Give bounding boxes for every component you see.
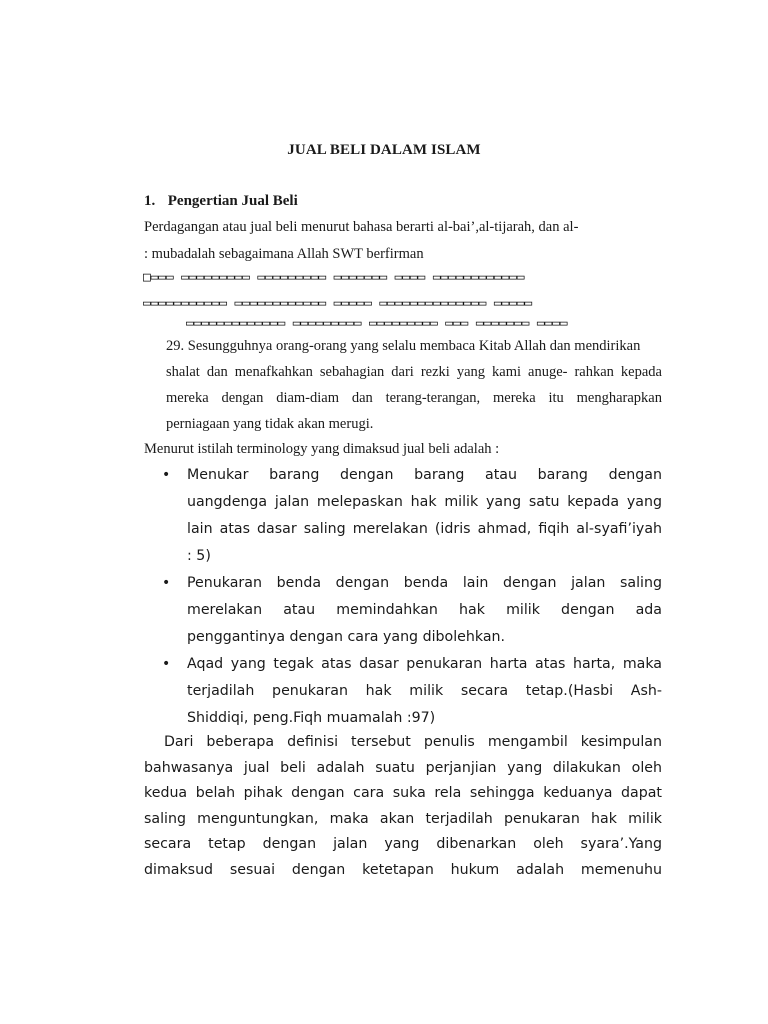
translation-line: shalat dan menafkahkan sebahagian dari rezki yang kami anuge- rahkan kepada — [166, 364, 662, 380]
list-item-line: terjadilah penukaran hak milik secara tetap.(Hasbi Ash- — [187, 683, 662, 699]
intro-line: : mubadalah sebagaimana Allah SWT berfirman — [144, 246, 424, 262]
list-item-line: Shiddiqi, peng.Fiqh muamalah :97) — [187, 710, 436, 726]
definition-list — [162, 462, 662, 732]
paragraph-line: dimaksud sesuai dengan ketetapan hukum adalah memenuhu — [144, 861, 662, 878]
translation-line: 29. Sesungguhnya orang-orang yang selalu membaca Kitab Allah dan mendirikan — [166, 338, 641, 354]
section-heading-text: Pengertian Jual Beli — [167, 193, 298, 209]
translation-line: perniagaan yang tidak akan merugi. — [166, 416, 374, 432]
paragraph-line: bahwasanya jual beli adalah suatu perjanjian yang dilakukan oleh — [144, 759, 662, 776]
bullet-icon: • — [162, 467, 171, 483]
translation-line: mereka dengan diam-diam dan terang-terangan, mereka itu mengharapkan — [166, 390, 662, 406]
bullet-icon: • — [162, 575, 171, 591]
section-heading — [144, 193, 298, 210]
page-title: JUAL BELI DALAM ISLAM — [287, 142, 481, 158]
list-item-line: uangdenga jalan melepaskan hak milik yang satu kepada yang — [187, 494, 662, 510]
terminology-intro: Menurut istilah terminology yang dimaksud jual beli adalah : — [144, 441, 500, 457]
conclusion-paragraph — [144, 730, 662, 883]
list-item-line: Penukaran benda dengan benda lain dengan jalan saling — [187, 575, 662, 591]
list-item-line: : 5) — [187, 548, 211, 564]
arabic-verse-line — [143, 270, 524, 285]
arabic-verse-line: ▭▭▭▭▭▭▭▭▭▭▭▭▭ ▭▭▭▭▭▭▭▭▭ ▭▭▭▭▭▭▭▭▭ ▭▭▭ ▭▭▭▭▭▭▭ ▭▭▭▭ — [186, 316, 568, 331]
arabic-verse-text: □▭▭▭ ▭▭▭▭▭▭▭▭▭ ▭▭▭▭▭▭▭▭▭ ▭▭▭▭▭▭▭ ▭▭▭▭ ▭▭▭▭▭▭▭▭▭▭▭▭ — [143, 270, 525, 285]
intro-line: Perdagangan atau jual beli menurut bahasa berarti al-bai’,al-tijarah, dan al- — [144, 219, 579, 235]
list-item-line: Menukar barang dengan barang atau barang dengan — [187, 467, 662, 483]
list-item — [162, 570, 662, 651]
arabic-verse-line: ▭▭▭▭▭▭▭▭▭▭▭ ▭▭▭▭▭▭▭▭▭▭▭▭ ▭▭▭▭▭ ▭▭▭▭▭▭▭▭▭▭▭▭▭▭ ▭▭▭▭▭ — [143, 296, 532, 311]
bullet-icon: • — [162, 656, 171, 672]
paragraph-line: kedua belah pihak dengan cara suka rela sehingga keduanya dapat — [144, 785, 662, 801]
section-number: 1. — [144, 193, 156, 209]
list-item-line: lain atas dasar saling merelakan (idris ahmad, fiqih al-syafi’iyah — [187, 521, 662, 537]
paragraph-line: saling menguntungkan, maka akan terjadilah penukaran hak milik — [144, 810, 662, 827]
paragraph-line: secara tetap dengan jalan yang dibenarkan oleh syara’.Yang — [144, 836, 662, 852]
verse-translation — [166, 333, 662, 437]
paragraph-line: Dari beberapa definisi tersebut penulis mengambil kesimpulan — [164, 734, 662, 750]
list-item-line: merelakan atau memindahkan hak milik dengan ada — [187, 602, 662, 618]
list-item — [162, 651, 662, 732]
list-item-line: penggantinya dengan cara yang dibolehkan. — [187, 629, 506, 645]
list-item — [162, 462, 662, 570]
list-item-line: Aqad yang tegak atas dasar penukaran harta atas harta, maka — [187, 656, 662, 672]
